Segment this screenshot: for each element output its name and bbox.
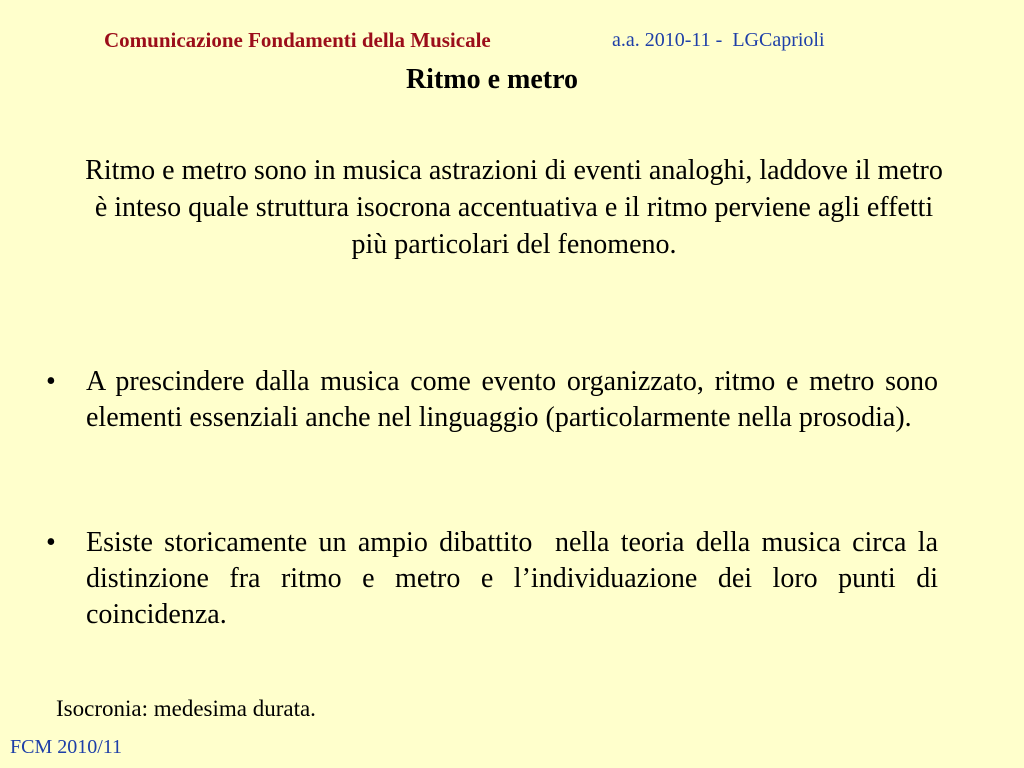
- bullet-text: Esiste storicamente un ampio dibattito nella teoria della musica circa la distinzione fra ritmo e metro e l’individuazione dei loro punti di coincidenza.: [86, 527, 945, 630]
- bullet-item: [46, 364, 945, 436]
- slide-title: Ritmo e metro: [405, 64, 579, 95]
- bullet-text: A prescindere dalla musica come evento organizzato, ritmo e metro sono elementi essenziali anche nel linguaggio (particolarmente nella prosodia).: [86, 366, 945, 433]
- year-author-label: a.a. 2010-11 - LGCaprioli: [612, 29, 825, 51]
- intro-paragraph: Ritmo e metro sono in musica astrazioni di eventi analoghi, laddove il metro è inteso quale struttura isocrona accentuativa e il ritmo perviene agli effetti più particolari del fenomeno.: [85, 155, 943, 260]
- footer-label: FCM 2010/11: [10, 736, 123, 758]
- bullet-marker: •: [46, 527, 56, 558]
- course-title: Comunicazione Fondamenti della Musicale: [104, 28, 491, 52]
- bullet-marker: •: [46, 366, 56, 397]
- bullet-item: [46, 525, 945, 633]
- footnote: Isocronia: medesima durata.: [56, 696, 316, 721]
